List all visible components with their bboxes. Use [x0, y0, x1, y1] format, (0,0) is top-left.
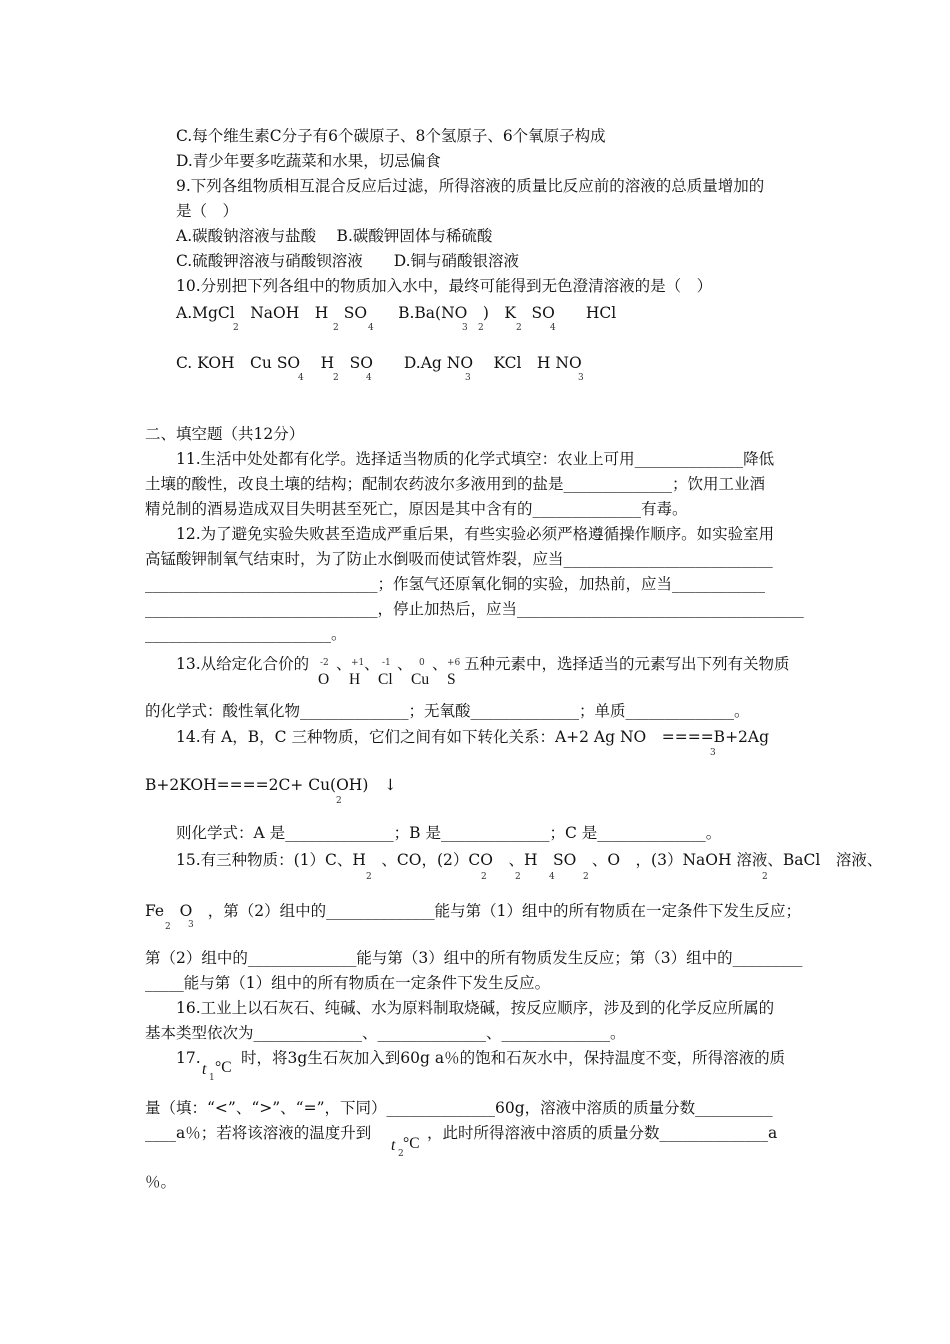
q11-line3: 精兑制的酒易造成双目失明甚至死亡，原因是其中含有的______________有毒。 [145, 500, 688, 518]
q11-line1: 11.生活中处处都有化学。选择适当物质的化学式填空：农业上可用______________降低 [176, 450, 775, 468]
subscript: 3 [710, 748, 716, 758]
temperature-symbol: t [391, 1137, 396, 1154]
q17-number: 17. [176, 1049, 201, 1067]
q17-line2: 量（填：“<”、“>”、“=”，下同）______________60g，溶液中溶质的质量分数__________ [145, 1099, 773, 1117]
subscript: 2 [366, 872, 372, 882]
q10-subscript: 4 [366, 373, 372, 383]
separator: 、 [432, 655, 448, 673]
q13-lead: 13.从给定化合价的 [176, 655, 310, 673]
q10-subscript: 2 [333, 323, 339, 333]
q14-line2: B+2KOH====2C+ Cu(OH) ↓ [145, 776, 397, 794]
element-symbol: Cu [411, 671, 430, 688]
degree-celsius: °C [403, 1135, 420, 1152]
q15-line2: Fe O ，第（2）组中的______________能与第（1）组中的所有物质在一定条件下发生反应； [145, 902, 802, 920]
q10-options-ab: A.MgCl NaOH H SO B.Ba(NO ) K SO HCl [176, 304, 617, 322]
q10-subscript: 2 [516, 323, 522, 333]
valence-label: +1 [351, 658, 365, 668]
q17-line4: ％。 [145, 1173, 177, 1191]
q9-stem-line1: 9.下列各组物质相互混合反应后过滤，所得溶液的质量比反应前的溶液的总质量增加的 [176, 177, 765, 195]
element-symbol: S [447, 671, 456, 688]
q12-line4: ______________________________，停止加热后，应当_____________________________________ [145, 600, 804, 618]
q9-stem-line2: 是（ ） [176, 202, 239, 220]
subscript: 2 [481, 872, 487, 882]
q9-options-cd: C.硫酸钾溶液与硝酸钡溶液 D.铜与硝酸银溶液 [176, 252, 520, 270]
valence-label: -1 [382, 658, 391, 668]
q12-line5: ________________________。 [145, 625, 347, 643]
q10-options-cd: C. KOH Cu SO H SO D.Ag NO KCl H NO [176, 354, 582, 372]
q10-subscript: 2 [478, 323, 484, 333]
element-symbol: O [318, 671, 330, 688]
q10-subscript: 3 [465, 373, 471, 383]
q10-subscript: 2 [333, 373, 339, 383]
q14-line3: 则化学式：A 是______________；B 是______________；C 是______________。 [176, 824, 722, 842]
subscript: 3 [188, 920, 194, 930]
q12-line2: 高锰酸钾制氧气结束时，为了防止水倒吸而使试管炸裂，应当___________________________ [145, 550, 773, 568]
q9-options-ab: A.碳酸钠溶液与盐酸 B.碳酸钾固体与稀硫酸 [176, 227, 493, 245]
valence-label: 0 [419, 658, 425, 668]
subscript: 2 [583, 872, 589, 882]
subscript: 2 [515, 872, 521, 882]
subscript: 2 [762, 872, 768, 882]
section-title: 二、填空题（共12分） [145, 425, 305, 443]
subscript: 2 [336, 796, 342, 806]
q13-tail: 五种元素中，选择适当的元素写出下列有关物质 [464, 655, 790, 673]
q10-subscript: 3 [462, 323, 468, 333]
element-symbol: H [349, 671, 361, 688]
q15-line3: 第（2）组中的______________能与第（3）组中的所有物质发生反应；第（3）组中的_________ [145, 949, 803, 967]
valence-label: -2 [320, 658, 329, 668]
q15-line1: 15.有三种物质：(1）C、H 、CO，(2）CO 、H SO 、O ，(3）NaOH 溶液、BaCl 溶液、 [176, 851, 883, 869]
q16-line1: 16.工业上以石灰石、纯碱、水为原料制取烧碱，按反应顺序，涉及到的化学反应所属的 [176, 999, 775, 1017]
valence-label: +6 [447, 658, 461, 668]
q8-option-c: C.每个维生素C分子有6个碳原子、8个氢原子、6个氧原子构成 [176, 127, 606, 145]
q10-subscript: 2 [233, 323, 239, 333]
q10-stem: 10.分别把下列各组中的物质加入水中，最终可能得到无色澄清溶液的是（ ） [176, 277, 713, 295]
q15-line4: _____能与第（1）组中的所有物质在一定条件下发生反应。 [145, 974, 551, 992]
q10-subscript: 3 [578, 373, 584, 383]
degree-celsius: °C [215, 1059, 232, 1076]
q17-line1: 时，将3g生石灰加入到60g a％的饱和石灰水中，保持温度不变，所得溶液的质 [241, 1049, 786, 1067]
subscript: 2 [398, 1149, 404, 1159]
q10-subscript: 4 [550, 323, 556, 333]
subscript: 4 [549, 872, 555, 882]
q10-subscript: 4 [298, 373, 304, 383]
separator: 、 [336, 655, 352, 673]
q13-line2: 的化学式：酸性氧化物______________；无氧酸______________；单质______________。 [145, 702, 750, 720]
q14-line1: 14.有 A，B，C 三种物质，它们之间有如下转化关系：A+2 Ag NO ====B+2Ag [176, 728, 770, 746]
subscript: 2 [165, 922, 171, 932]
element-symbol: Cl [378, 671, 393, 688]
q12-line1: 12.为了避免实验失败甚至造成严重后果，有些实验必须严格遵循操作顺序。如实验室用 [176, 525, 775, 543]
q17-line3a: ____a％；若将该溶液的温度升到 [145, 1124, 372, 1142]
separator: 、 [397, 655, 413, 673]
q8-option-d: D.青少年要多吃蔬菜和水果，切忌偏食 [176, 152, 441, 170]
q11-line2: 土壤的酸性，改良土壤的结构；配制农药波尔多液用到的盐是______________；饮用工业酒 [145, 475, 766, 493]
q16-line2: 基本类型依次为______________、______________、______________。 [145, 1024, 626, 1042]
subscript: 1 [209, 1073, 215, 1083]
q12-line3: ______________________________；作氢气还原氧化铜的实验，加热前，应当____________ [145, 575, 766, 593]
temperature-symbol: t [202, 1061, 207, 1078]
q17-line3b: ，此时所得溶液中溶质的质量分数______________a [427, 1124, 778, 1142]
q10-subscript: 4 [368, 323, 374, 333]
separator: 、 [364, 655, 380, 673]
